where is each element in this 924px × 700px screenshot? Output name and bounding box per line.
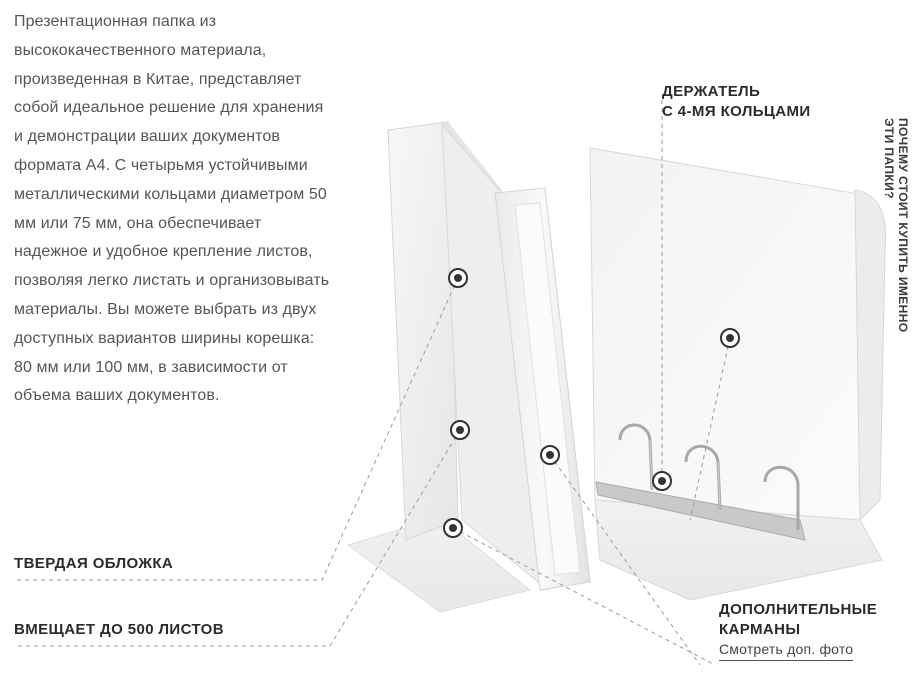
product-description: Презентационная папка из высококачественного материала, произведенная в Китае, представляет собой идеальное решение для хранения и демонстрации ваших документов формата А4. С четырьмя устойчивыми металлическими кольцами диаметром 50 мм или 75 мм, она обеспечивает надежное и удобное крепление листов, позволяя легко листать и организовывать материалы. Вы можете выбрать из двух доступных вариантов ширины корешка: 80 мм или 100 мм, в зависимости от объема ваших документов. [14,13,330,405]
hotspot-bottom-pocket[interactable] [444,519,462,537]
hotspot-spine-pocket[interactable] [541,446,559,464]
open-binder [590,148,886,600]
pockets-label: ДОПОЛНИТЕЛЬНЫЕ КАРМАНЫ [719,601,878,638]
hotspot-cover[interactable] [449,269,467,287]
hotspot-capacity[interactable] [451,421,469,439]
capacity-label: ВМЕЩАЕТ ДО 500 ЛИСТОВ [14,621,224,638]
why-buy-side-label[interactable]: ПОЧЕМУ СТОИТ КУПИТЬ ИМЕННО ЭТИ ПАПКИ? [882,118,910,333]
hard-cover-label: ТВЕРДАЯ ОБЛОЖКА [14,555,174,572]
hotspot-inner-pocket[interactable] [721,329,739,347]
closed-binder [348,122,590,612]
hotspot-ring-holder[interactable] [653,472,671,490]
ring-holder-label: ДЕРЖАТЕЛЬ С 4-МЯ КОЛЬЦАМИ [662,83,811,120]
more-photos-link[interactable]: Смотреть доп. фото [719,641,853,661]
